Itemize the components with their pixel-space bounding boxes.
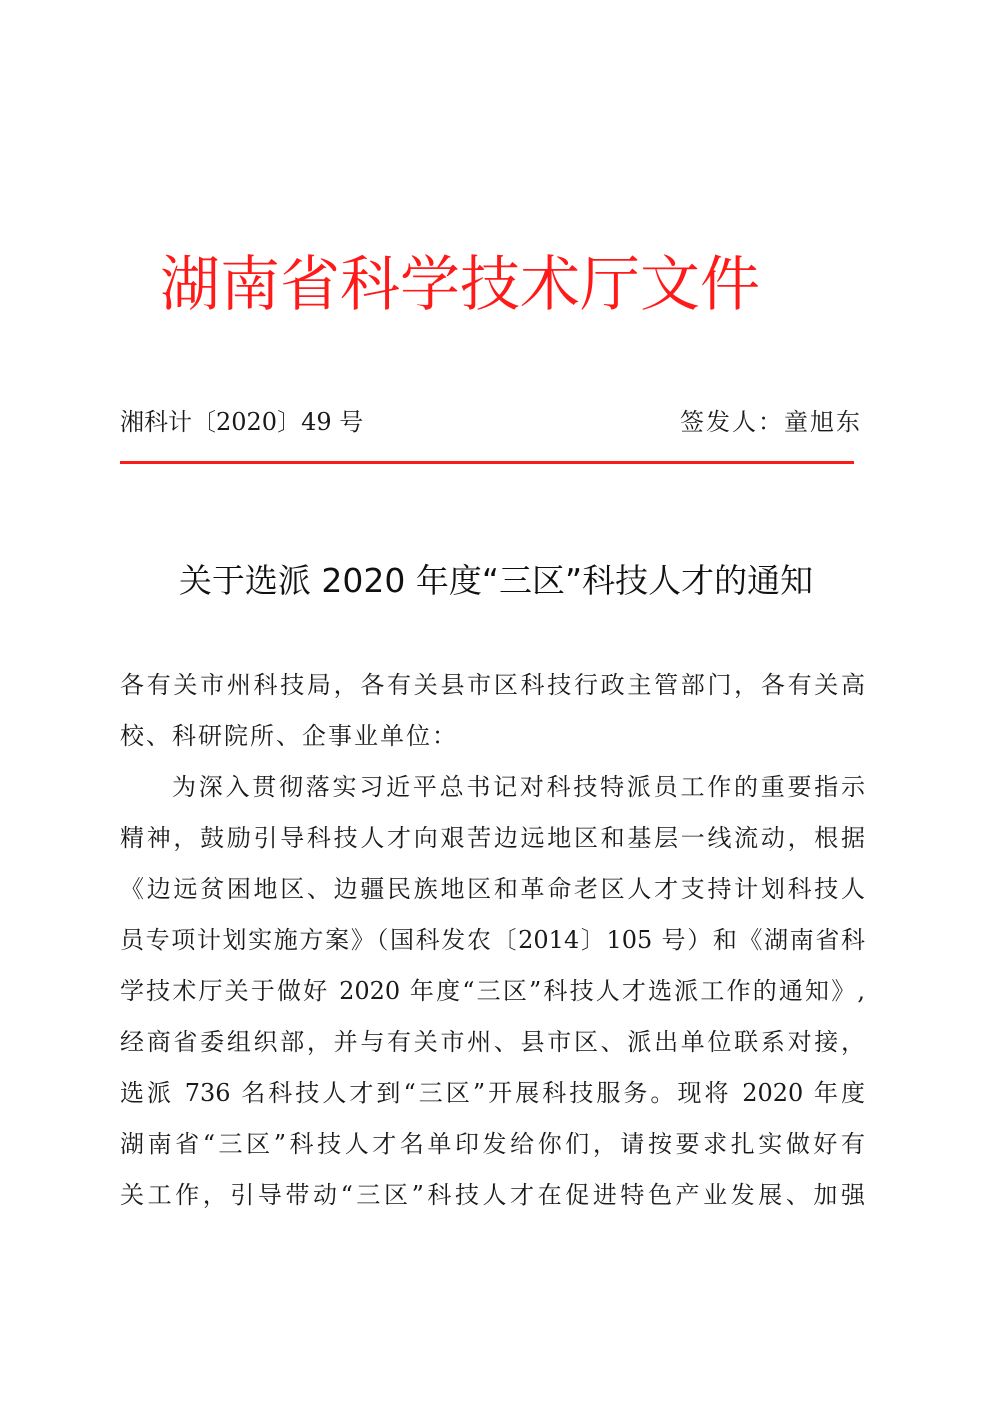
body-line: 校、科研院所、企事业单位： [120,722,458,750]
body-line: 关工作，引导带动“三区”科技人才在促进特色产业发展、加强 [120,1181,865,1209]
body-line: 为深入贯彻落实习近平总书记对科技特派员工作的重要指示 [172,773,865,801]
body-line: 各有关市州科技局，各有关县市区科技行政主管部门，各有关高 [120,671,865,699]
body-line: 选派 736 名科技人才到“三区”开展科技服务。现将 2020 年度 [120,1079,865,1107]
document-header-title: 湖南省科学技术厅文件 [160,250,760,320]
signer: 签发人：童旭东 [680,408,862,436]
document-number: 湘科计〔2020〕49 号 [120,408,364,436]
body-line: 湖南省“三区”科技人才名单印发给你们，请按要求扎实做好有 [120,1130,865,1158]
body-line: 学技术厅关于做好 2020 年度“三区”科技人才选派工作的通知》, [120,977,865,1005]
body-line: 经商省委组织部，并与有关市州、县市区、派出单位联系对接， [120,1028,865,1056]
body-line: 《边远贫困地区、边疆民族地区和革命老区人才支持计划科技人 [120,875,865,903]
header-divider [120,461,854,464]
notice-title: 关于选派 2020 年度“三区”科技人才的通知 [178,561,814,600]
body-line: 精神，鼓励引导科技人才向艰苦边远地区和基层一线流动，根据 [120,824,865,852]
document-meta-row [120,400,862,444]
body-line: 员专项计划实施方案》（国科发农〔2014〕105 号）和《湖南省科 [120,926,865,954]
notice-body [120,660,865,1221]
